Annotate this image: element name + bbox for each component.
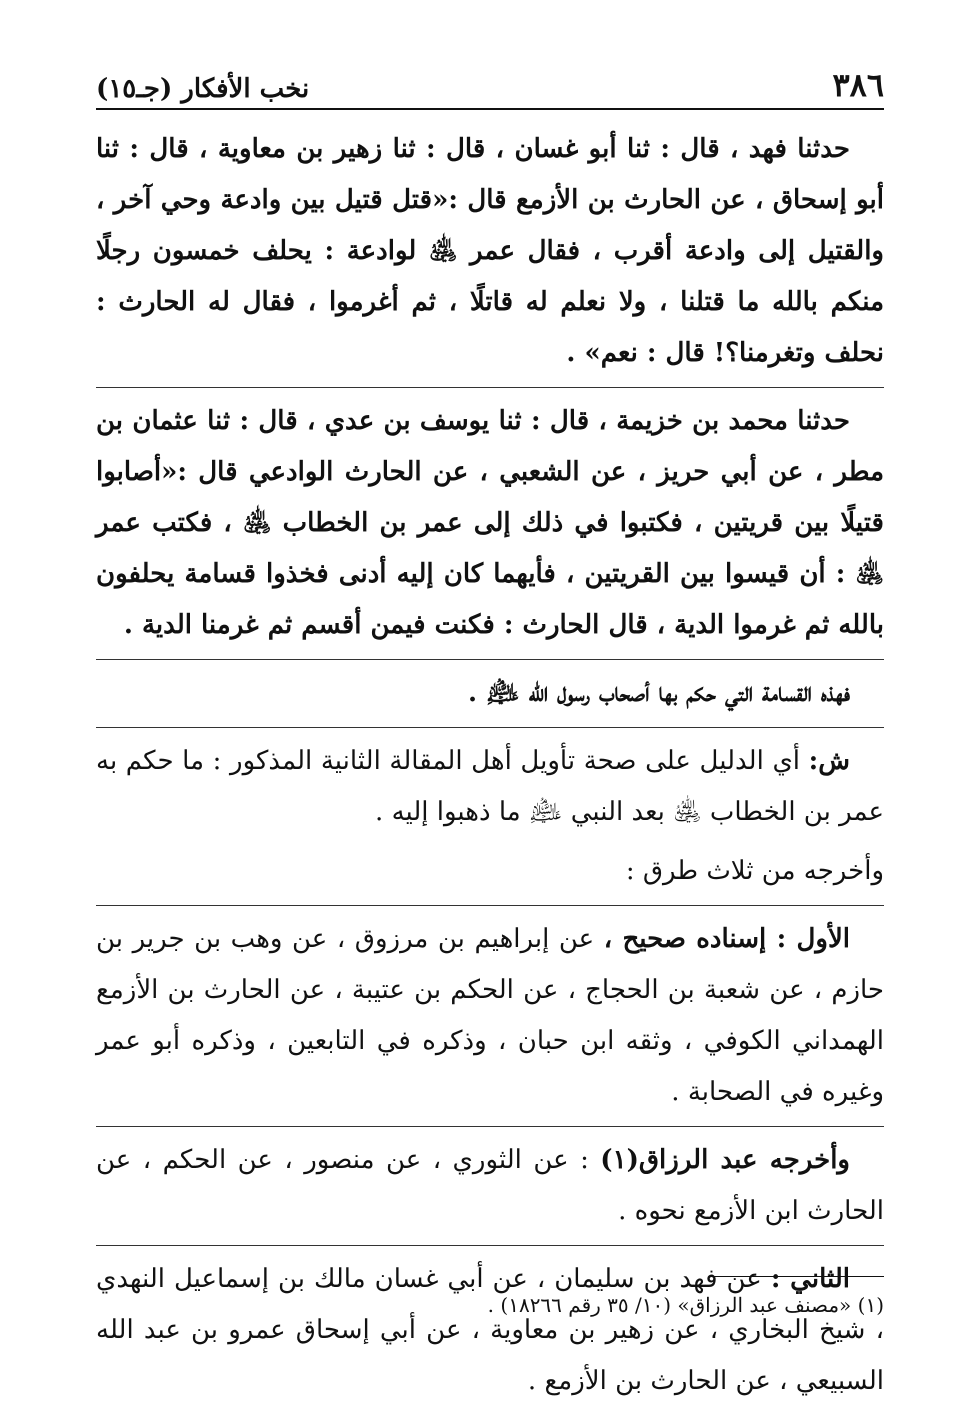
paragraph-divider bbox=[96, 1126, 884, 1127]
book-title: نخب الأفكار (جـ١٥) bbox=[96, 74, 310, 104]
paragraph-divider bbox=[96, 387, 884, 388]
conclusion-paragraph: فهذه القسامة التي حكم بها أصحاب رسول الله ﵇ . bbox=[467, 678, 850, 708]
paragraph-divider bbox=[96, 727, 884, 728]
paragraph-divider bbox=[96, 1245, 884, 1246]
page-number: ٣٨٦ bbox=[832, 66, 884, 104]
commentary-paragraph: ش: أي الدليل على صحة تأويل أهل المقالة الثانية المذكور : ما حكم به عمر بن الخطاب ﵁ بعد النبي ﵇ ما ذهبوا إليه . bbox=[96, 746, 884, 827]
page-header bbox=[96, 58, 884, 104]
chains-intro: وأخرجه من ثلاث طرق : bbox=[625, 856, 884, 886]
hadith-paragraph-1: حدثنا فهد ، قال : ثنا أبو غسان ، قال : ثنا زهير بن معاوية ، قال : ثنا أبو إسحاق ، عن الحارث بن الأزمع قال :«قتل قتيل بين وادعة وحي آخر ، والقتيل إلى وادعة أقرب ، فقال عمر ﵁ لوادعة : يحلف خمسون رجلًا منكم بالله ما قتلنا ، ولا نعلم له قاتلًا ، ثم أغرموا ، فقال له الحارث : نحلف وتغرمنا؟! قال : نعم» . bbox=[96, 134, 884, 368]
chain-abdurrazzaq: وأخرجه عبد الرزاق(١) : عن الثوري ، عن منصور ، عن الحكم ، عن الحارث ابن الأزمع نحوه . bbox=[96, 1145, 884, 1226]
footnote: (١) «مصنف عبد الرزاق» (١٠/ ٣٥ رقم ١٨٢٦٦) . bbox=[487, 1293, 884, 1317]
paragraph-divider bbox=[96, 905, 884, 906]
footnote-divider bbox=[712, 1276, 884, 1277]
hadith-paragraph-2: حدثنا محمد بن خزيمة ، قال : ثنا يوسف بن عدي ، قال : ثنا عثمان بن مطر ، عن أبي حريز ، عن الشعبي ، عن الحارث الوادعي قال :«أصابوا قتيلًا بين قريتين ، فكتبوا في ذلك إلى عمر بن الخطاب ﵁ ، فكتب عمر ﵁ : أن قيسوا بين القريتين ، فأيهما كان إليه أدنى فخذوا قسامة يحلفون بالله ثم غرموا الدية ، قال الحارث : فكنت فيمن أقسم ثم غرمنا الدية . bbox=[96, 406, 884, 640]
paragraph-divider bbox=[96, 659, 884, 660]
chain-second: الثاني : عن فهد بن سليمان ، عن أبي غسان مالك بن إسماعيل النهدي ، شيخ البخاري ، عن زهير بن معاوية ، عن أبي إسحاق عمرو بن عبد الله السبيعي ، عن الحارث بن الأزمع . bbox=[96, 1264, 884, 1396]
header-divider bbox=[96, 108, 884, 110]
chain-first: الأول : إسناده صحيح ، عن إبراهيم بن مرزوق ، عن وهب بن جرير بن حازم ، عن شعبة بن الحجاج ، عن الحكم بن عتيبة ، عن الحارث بن الأزمع الهمداني الكوفي ، وثقه ابن حبان ، وذكره في التابعين ، وذكره أبو عمر وغيره في الصحابة . bbox=[96, 924, 884, 1107]
